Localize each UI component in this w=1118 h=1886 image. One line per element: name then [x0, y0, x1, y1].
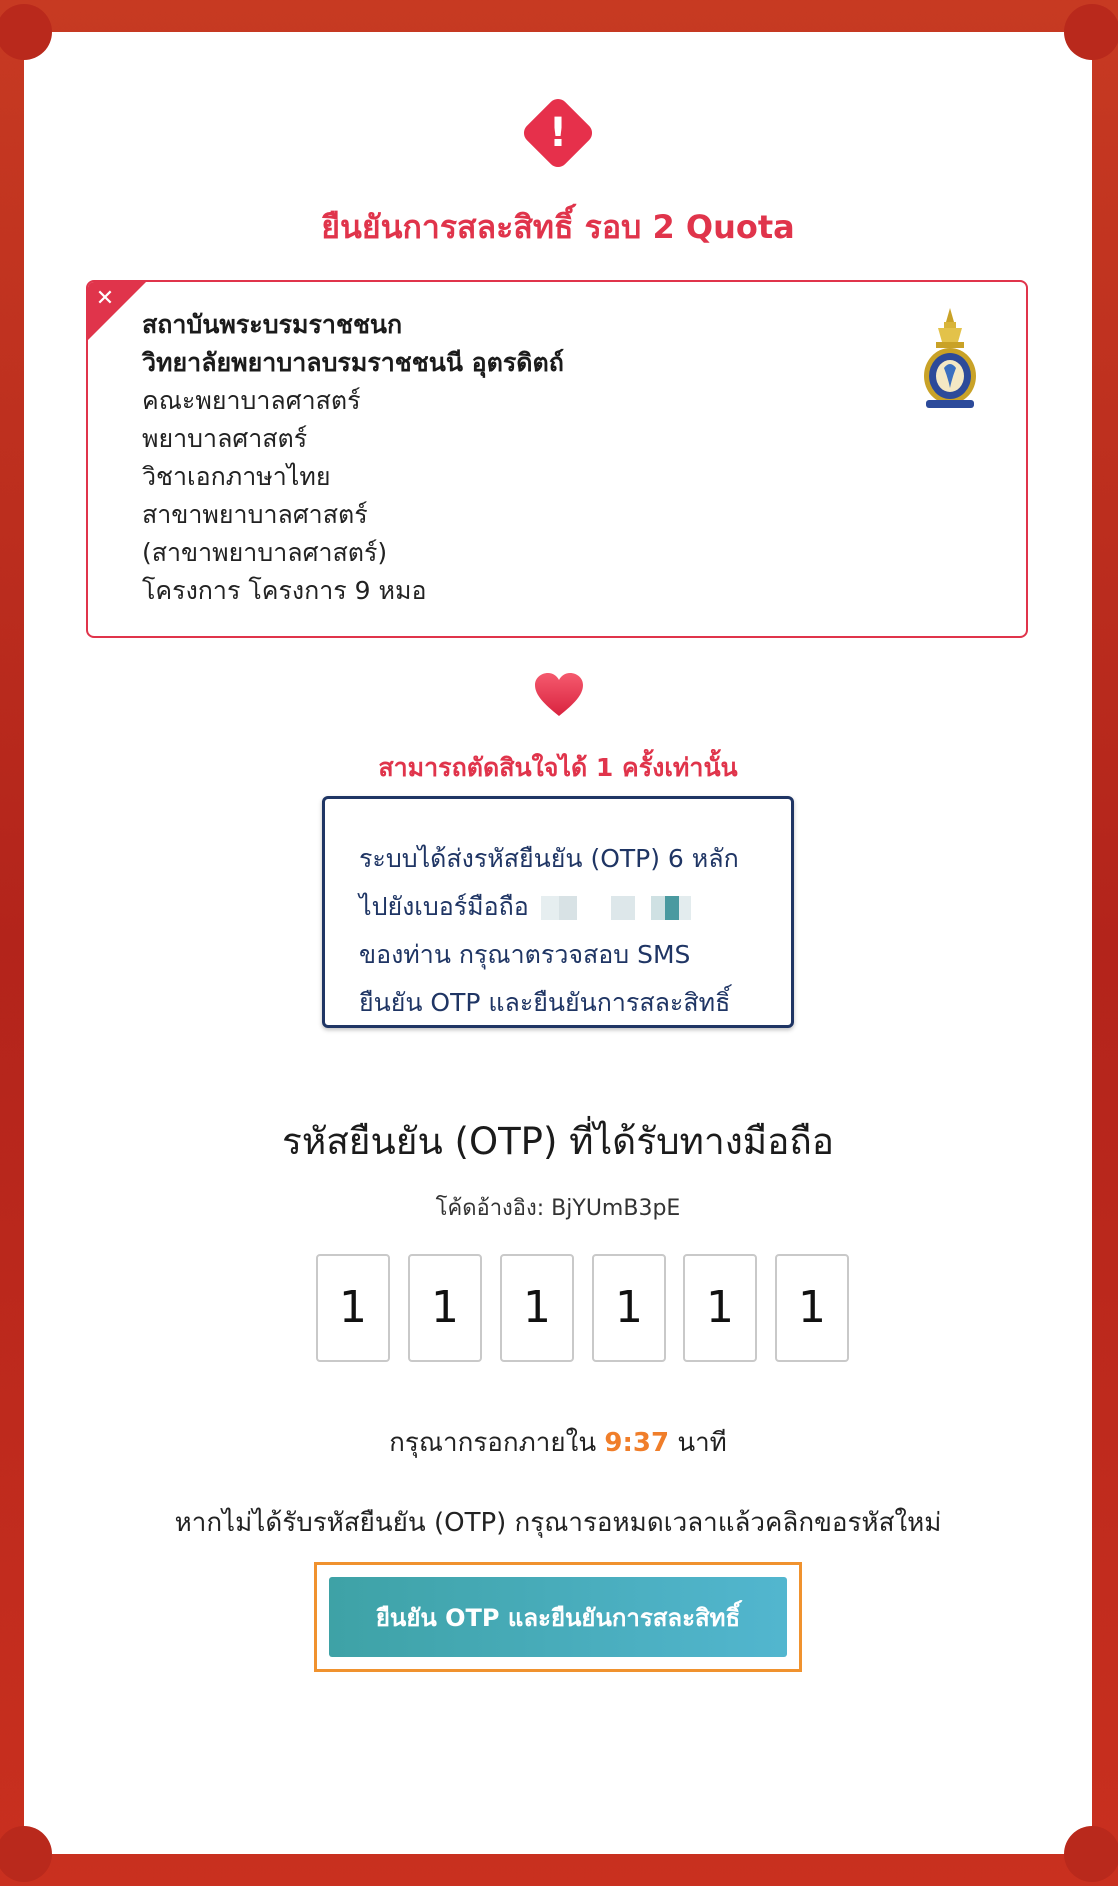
otp-digit-input[interactable]: 1 [683, 1254, 757, 1362]
project-name: โครงการ โครงการ 9 หมอ [142, 576, 427, 605]
decision-once-notice: สามารถตัดสินใจได้ 1 ครั้งเท่านั้น [378, 753, 738, 782]
faculty-name: คณะพยาบาลศาสตร์ [142, 386, 361, 415]
branch-subname: (สาขาพยาบาลศาสตร์) [142, 538, 388, 567]
resend-hint: หากไม่ได้รับรหัสยืนยัน (OTP) กรุณารอหมดเวลาแล้วคลิกขอรหัสใหม่ [174, 1508, 942, 1538]
confirm-otp-button[interactable]: ยืนยัน OTP และยืนยันการสละสิทธิ์ [329, 1577, 787, 1657]
otp-digit-input[interactable]: 1 [500, 1254, 574, 1362]
otp-digit-input[interactable]: 1 [408, 1254, 482, 1362]
close-icon[interactable]: ✕ [95, 286, 115, 311]
card-notch [0, 4, 52, 60]
otp-timer: กรุณากรอกภายใน 9:37 นาที [389, 1428, 727, 1458]
selected-program-box [86, 280, 1028, 638]
otp-input-group [291, 1254, 831, 1364]
branch-name: สาขาพยาบาลศาสตร์ [142, 500, 368, 529]
masked-phone-number [541, 896, 691, 920]
card-notch [1064, 4, 1118, 60]
page-title: ยืนยันการสละสิทธิ์ รอบ 2 Quota [321, 208, 795, 246]
heart-icon [534, 672, 584, 718]
otp-digit-input[interactable]: 1 [775, 1254, 849, 1362]
warning-icon: ! [525, 100, 591, 166]
institution-name: สถาบันพระบรมราชชนก [142, 310, 403, 339]
card-notch [1064, 1826, 1118, 1882]
otp-digit-input[interactable]: 1 [592, 1254, 666, 1362]
otp-info-line: ไปยังเบอร์มือถือ [359, 883, 779, 931]
card-notch [0, 1826, 52, 1882]
major-name: วิชาเอกภาษาไทย [142, 462, 331, 491]
college-name: วิทยาลัยพยาบาลบรมราชชนนี อุตรดิตถ์ [142, 348, 564, 377]
otp-info-line: ยืนยัน OTP และยืนยันการสละสิทธิ์ [359, 988, 731, 1017]
reference-code-value: BjYUmB3pE [551, 1196, 681, 1221]
otp-info-line: ของท่าน กรุณาตรวจสอบ SMS [359, 940, 691, 969]
otp-digit-input[interactable]: 1 [316, 1254, 390, 1362]
confirm-button-highlight [314, 1562, 802, 1672]
countdown: 9:37 [604, 1428, 670, 1458]
otp-heading: รหัสยืนยัน (OTP) ที่ได้รับทางมือถือ [281, 1120, 835, 1163]
otp-sent-info-box [322, 796, 794, 1028]
institution-emblem-icon [918, 308, 982, 412]
otp-confirm-card [24, 32, 1092, 1854]
otp-info-line: ระบบได้ส่งรหัสยืนยัน (OTP) 6 หลัก [359, 844, 739, 873]
reference-code: โค้ดอ้างอิง: BjYUmB3pE [435, 1196, 681, 1221]
field-name: พยาบาลศาสตร์ [142, 424, 308, 453]
